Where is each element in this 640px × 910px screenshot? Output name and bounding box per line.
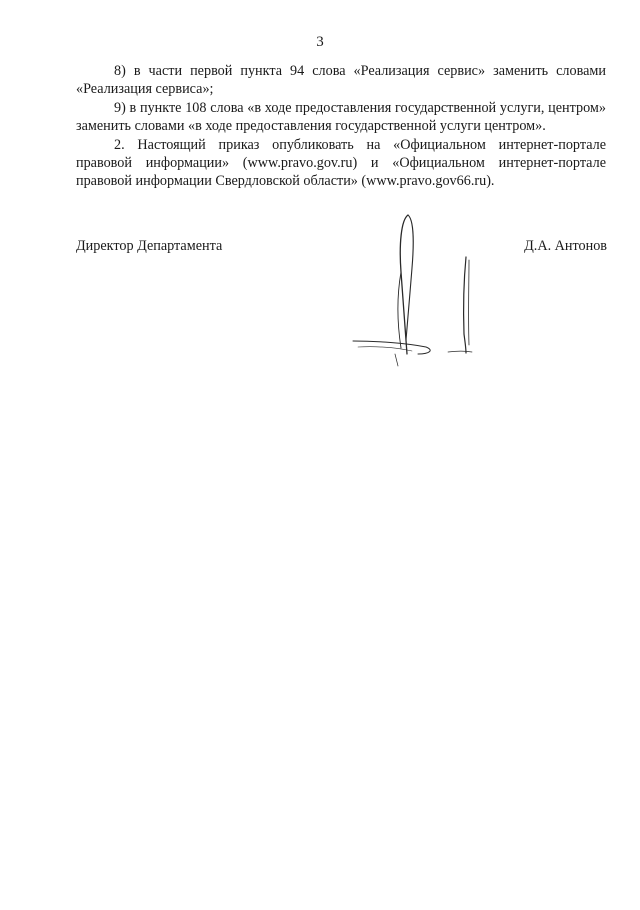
paragraph-publication: 2. Настоящий приказ опубликовать на «Официальном интернет-портале правовой информации» (www.pravo.gov.ru) и «Официальном интернет-портале правовой информации Свердловской области» (www.pravo.gov66.ru). bbox=[76, 136, 606, 190]
handwritten-signature bbox=[348, 210, 483, 375]
document-body bbox=[76, 62, 606, 191]
page-number: 3 bbox=[316, 34, 324, 50]
paragraph-item-8: 8) в части первой пункта 94 слова «Реализация сервис» заменить словами «Реализация сервиса»; bbox=[76, 63, 606, 98]
signer-name: Д.А. Антонов bbox=[524, 238, 607, 254]
signer-position: Директор Департамента bbox=[76, 238, 223, 254]
paragraph-item-9: 9) в пункте 108 слова «в ходе предоставления государственной услуги, центром» заменить словами «в ходе предоставления государственной услуги центром». bbox=[76, 99, 606, 135]
